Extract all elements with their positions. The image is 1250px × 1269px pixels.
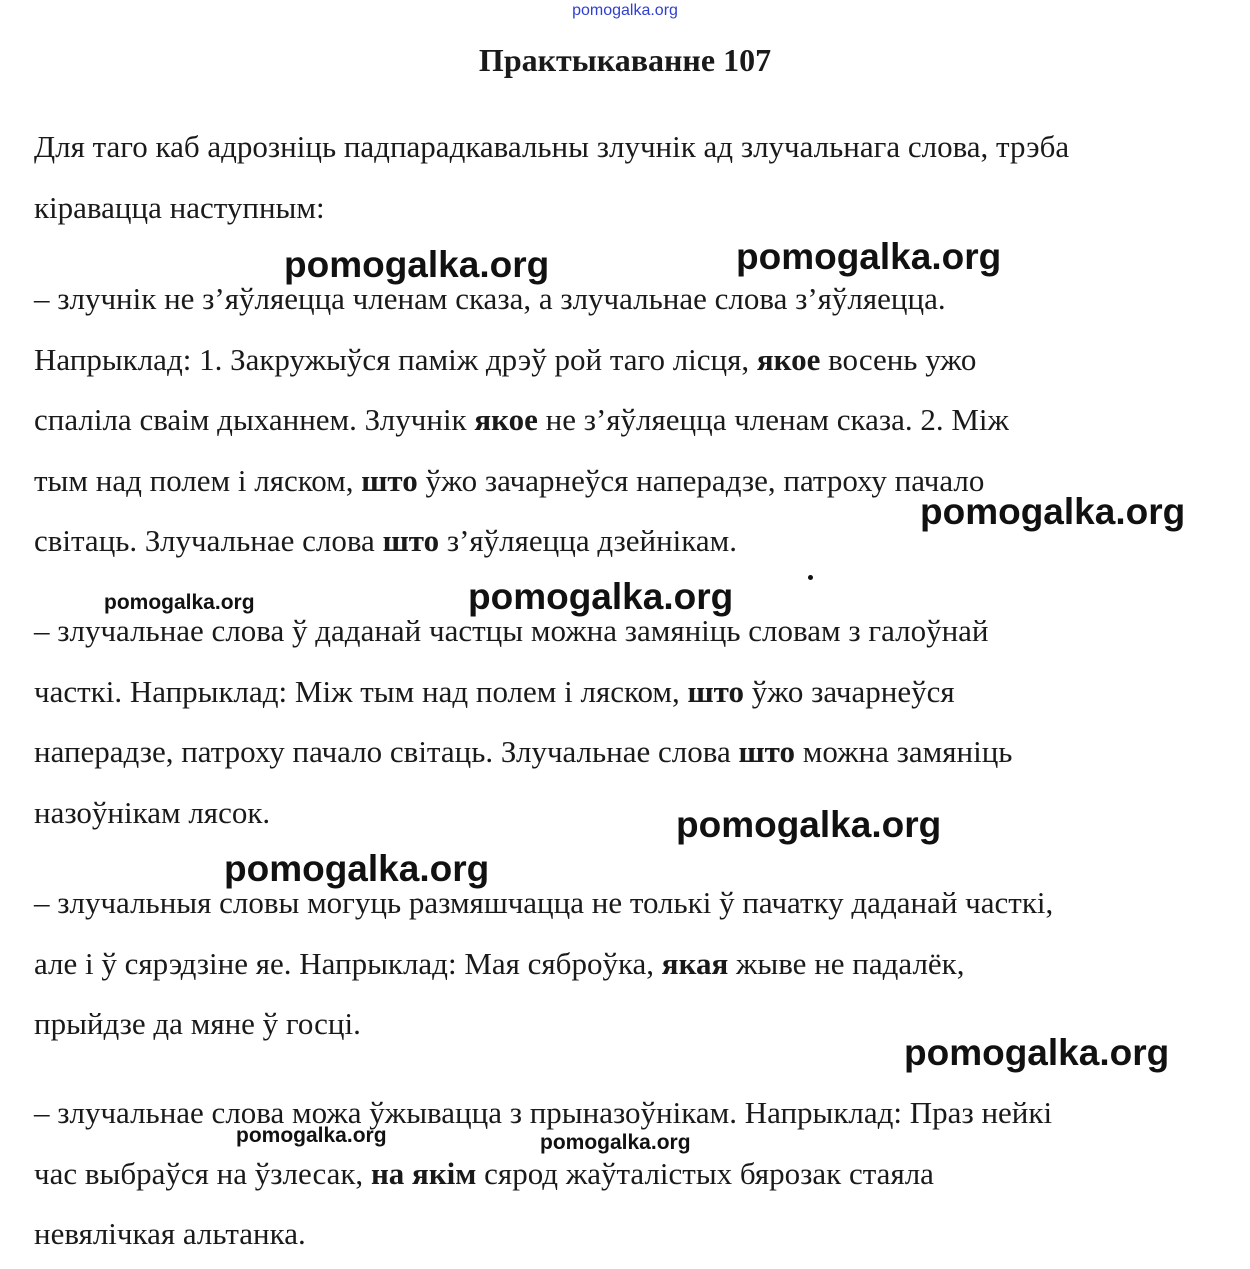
text-line: кіравацца наступным: bbox=[34, 189, 325, 225]
text-line: назоўнікам лясок. bbox=[34, 794, 271, 830]
keyword: што bbox=[361, 462, 418, 498]
watermark: pomogalka.org bbox=[224, 848, 490, 889]
watermark: pomogalka.org bbox=[540, 1131, 691, 1154]
rule-2-paragraph: – злучальнае слова ў даданай частцы можна замяніць словам з галоўнай часткі. Напрыклад: Між тым над полем і ляском, што ўжо зачарнеўся наперадзе, патроху пачало світаць. Злучальнае слова што можна замяніць назоўнікам лясок. bbox=[34, 613, 1013, 830]
keyword: якая bbox=[661, 945, 729, 981]
text-line: Для таго каб адрозніць падпарадкавальны злучнік ад злучальнага слова, трэба bbox=[34, 129, 1070, 164]
text-line: – злучнік не з’яўляецца членам сказа, а злучальнае слова з’яўляецца. bbox=[34, 281, 946, 316]
watermark: pomogalka.org bbox=[236, 1124, 387, 1147]
watermark: pomogalka.org bbox=[284, 244, 550, 285]
watermark: pomogalka.org bbox=[904, 1032, 1170, 1073]
rule-3-paragraph: – злучальныя словы могуць размяшчацца не толькі ў пачатку даданай часткі, але і ў сярэдзіне яе. Напрыклад: Мая сяброўка, якая жыве не падалёк, прыйдзе да мяне ў госці. bbox=[34, 885, 1054, 1041]
keyword: што bbox=[687, 673, 745, 709]
keyword: якое bbox=[756, 341, 821, 377]
watermark: pomogalka.org bbox=[920, 491, 1186, 532]
stray-dot bbox=[808, 575, 813, 580]
watermark: pomogalka.org bbox=[104, 591, 255, 614]
watermark: pomogalka.org bbox=[468, 576, 734, 617]
watermark: pomogalka.org bbox=[676, 804, 942, 845]
page-title: Практыкаванне 107 bbox=[478, 42, 772, 78]
text-line: – злучальнае слова можа ўжывацца з прыназоўнікам. Напрыклад: Праз нейкі bbox=[34, 1095, 1053, 1130]
keyword: што bbox=[382, 523, 440, 558]
watermark: pomogalka.org bbox=[736, 236, 1002, 277]
keyword: якое bbox=[474, 402, 538, 437]
keyword: што bbox=[738, 734, 795, 769]
text-line: – злучальныя словы могуць размяшчацца не толькі ў пачатку даданай часткі, bbox=[34, 885, 1054, 920]
keyword: на якім bbox=[370, 1155, 477, 1191]
text-line: – злучальнае слова ў даданай частцы можна замяніць словам з галоўнай bbox=[34, 613, 989, 648]
rule-4-paragraph: – злучальнае слова можа ўжывацца з прыназоўнікам. Напрыклад: Праз нейкі час выбраўся на ўзлесак, на якім сярод жаўталістых бярозак стаяла невялічкая альтанка. bbox=[34, 1095, 1053, 1251]
text-line: невялічкая альтанка. bbox=[34, 1216, 306, 1251]
rule-1-paragraph: – злучнік не з’яўляецца членам сказа, а злучальнае слова з’яўляецца. Напрыклад: 1. Закружыўся паміж дрэў рой таго лісця, якое восень ужо спаліла сваім дыханнем. Злучнік якое не з’яўляецца членам сказа. 2. Між тым над полем і ляском, што ўжо зачарнеўся наперадзе, патроху пачало світаць. Злучальнае слова што з’яўляецца дзейнікам. bbox=[34, 281, 1009, 558]
text-line: прыйдзе да мяне ў госці. bbox=[34, 1006, 361, 1041]
intro-paragraph bbox=[34, 117, 1224, 238]
site-url-header[interactable]: pomogalka.org bbox=[572, 2, 678, 19]
